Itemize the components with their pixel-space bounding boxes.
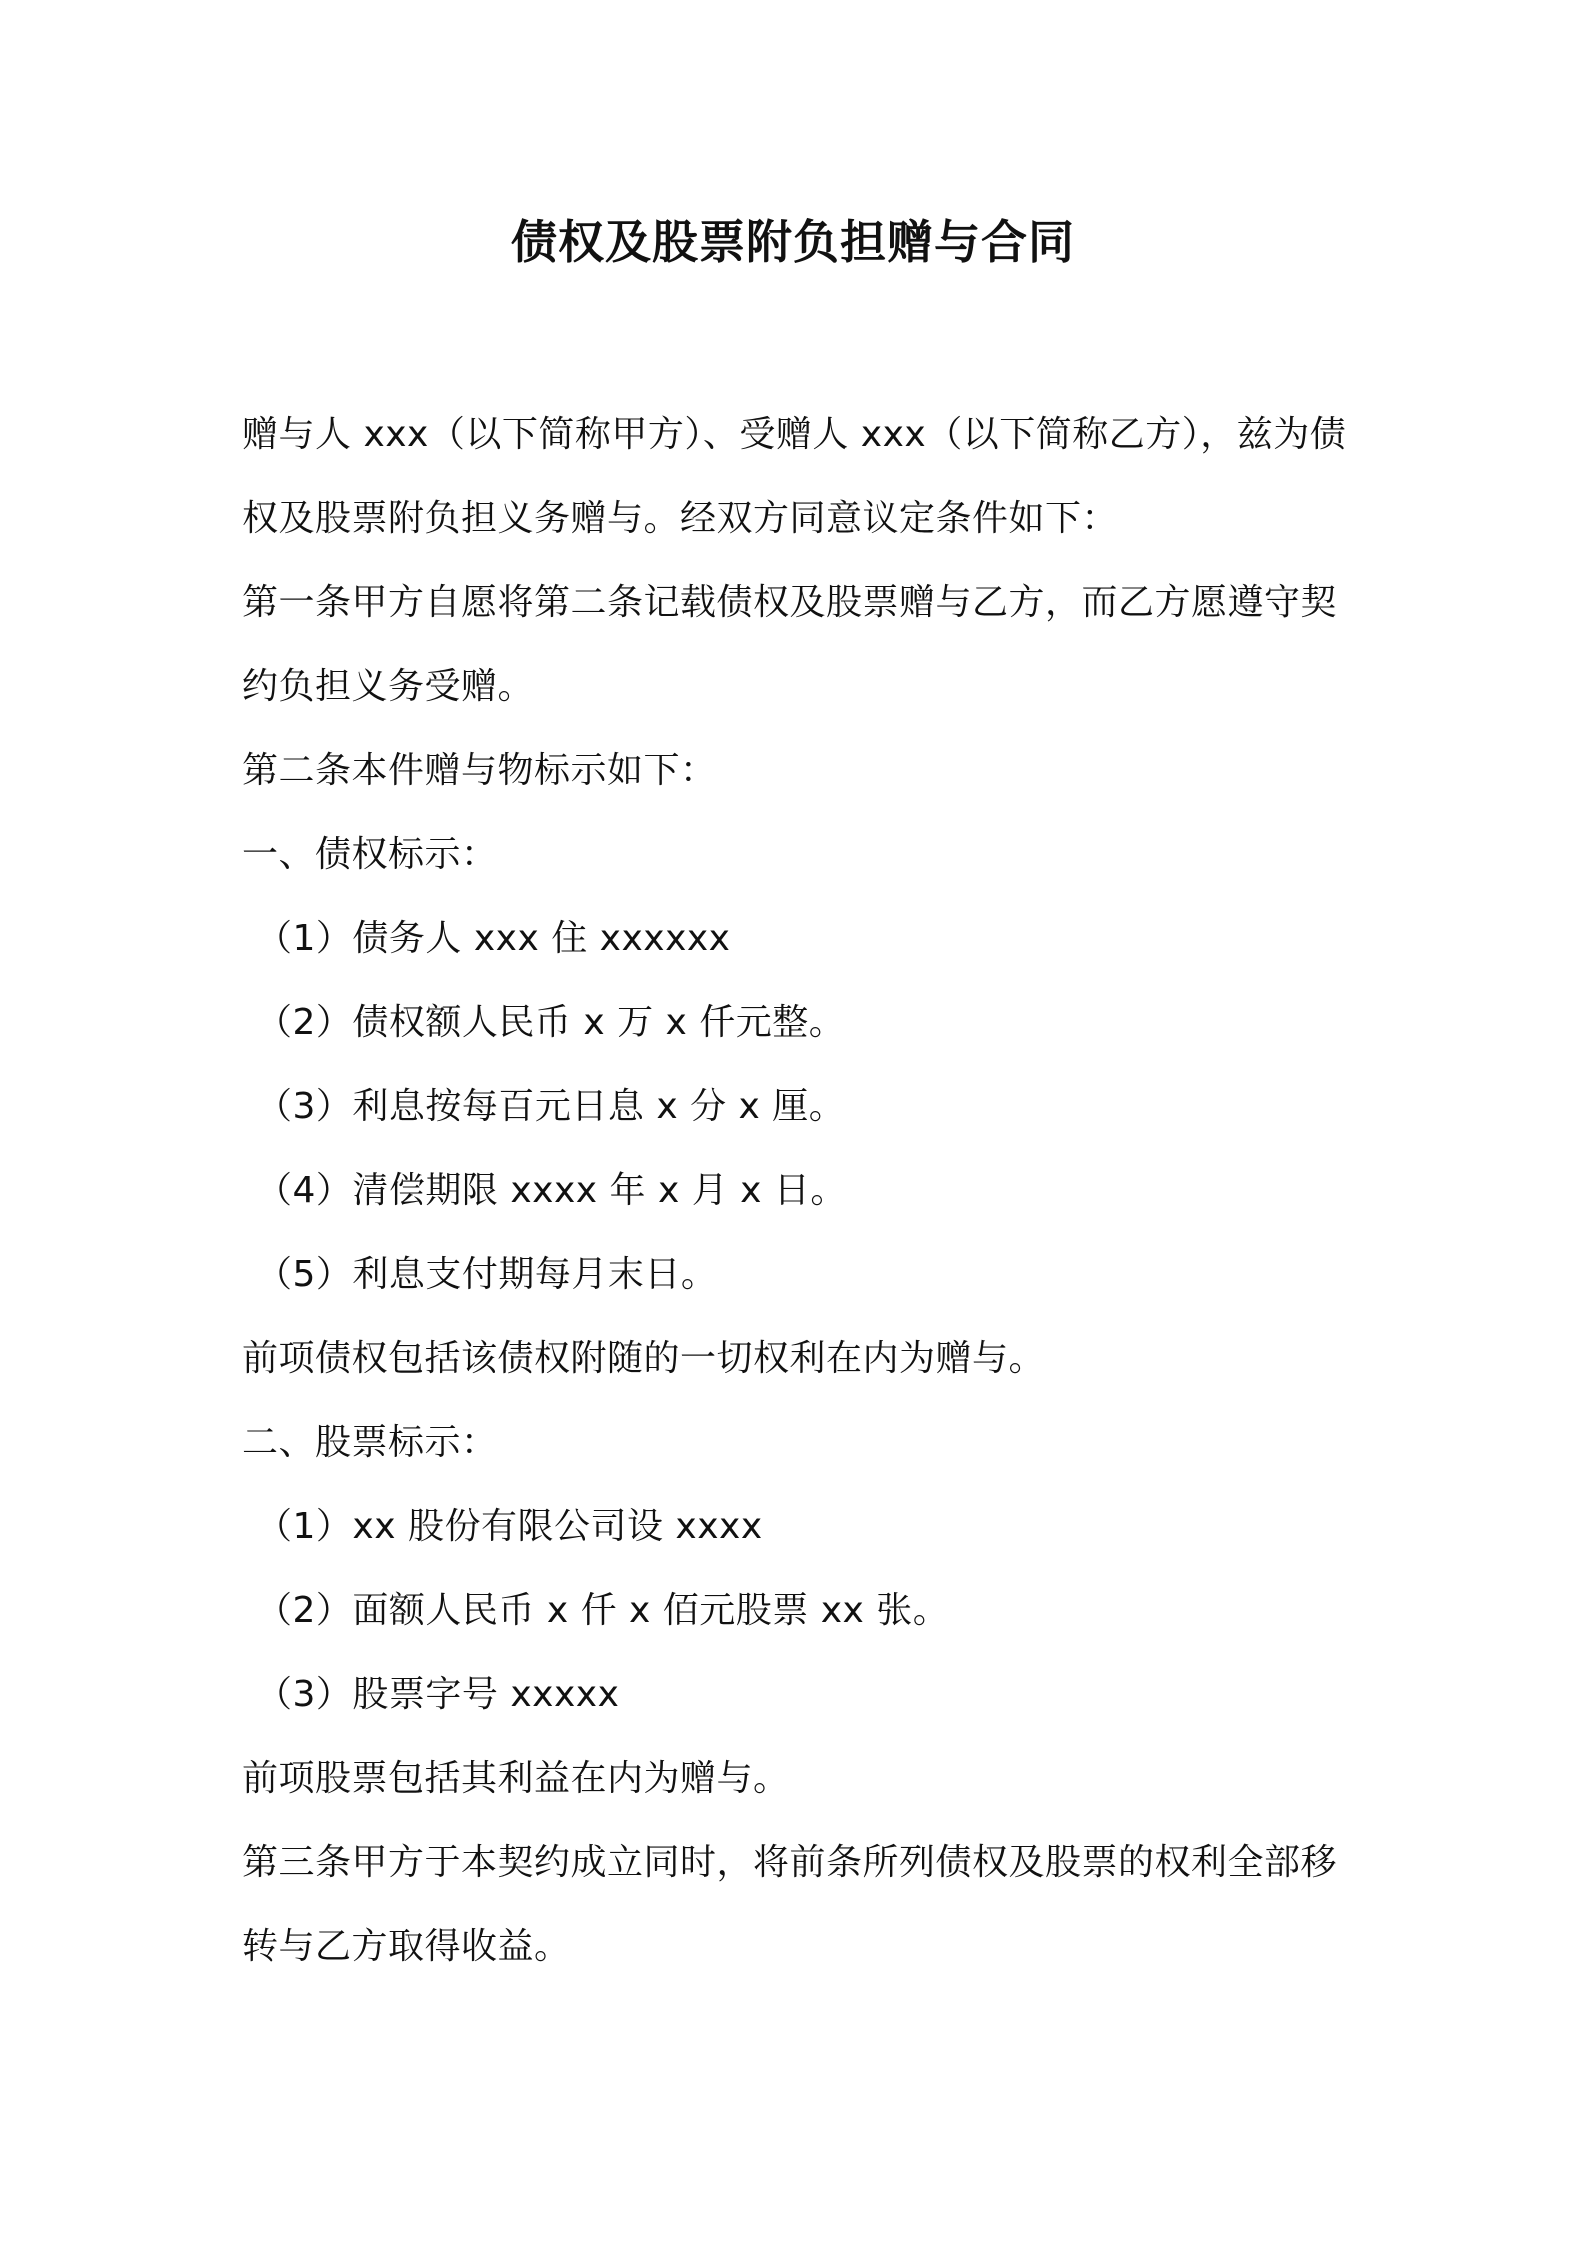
paragraph-line-intro-1: 赠与人 xxx（以下简称甲方）、受赠人 xxx（以下简称乙方），兹为债: [242, 414, 1347, 455]
section-heading-stock: 二、股票标示：: [242, 1422, 498, 1463]
list-item-debt-3: （3）利息按每百元日息 x 分 x 厘。: [256, 1086, 846, 1127]
paragraph-line-article1-2: 约负担义务受赠。: [242, 666, 535, 707]
paragraph-line-article2: 第二条本件赠与物标示如下：: [242, 750, 717, 791]
list-item-stock-1: （1）xx 股份有限公司设 xxxx: [256, 1506, 763, 1547]
list-item-debt-2: （2）债权额人民币 x 万 x 仟元整。: [256, 1002, 846, 1043]
paragraph-line-article3-2: 转与乙方取得收益。: [242, 1926, 571, 1967]
list-item-debt-4: （4）清偿期限 xxxx 年 x 月 x 日。: [256, 1170, 847, 1211]
list-item-debt-1: （1）债务人 xxx 住 xxxxxx: [256, 918, 731, 959]
paragraph-line-article3-1: 第三条甲方于本契约成立同时，将前条所列债权及股票的权利全部移: [242, 1842, 1338, 1883]
paragraph-line-debt-summary: 前项债权包括该债权附随的一切权利在内为赠与。: [242, 1338, 1046, 1379]
paragraph-line-article1-1: 第一条甲方自愿将第二条记载债权及股票赠与乙方，而乙方愿遵守契: [242, 582, 1338, 623]
list-item-stock-2: （2）面额人民币 x 仟 x 佰元股票 xx 张。: [256, 1590, 950, 1631]
paragraph-line-intro-2: 权及股票附负担义务赠与。经双方同意议定条件如下：: [242, 498, 1119, 539]
list-item-stock-3: （3）股票字号 xxxxx: [256, 1674, 620, 1715]
document-title: 债权及股票附负担赠与合同: [511, 215, 1075, 269]
section-heading-debt: 一、债权标示：: [242, 834, 498, 875]
paragraph-line-stock-summary: 前项股票包括其利益在内为赠与。: [242, 1758, 790, 1799]
list-item-debt-5: （5）利息支付期每月末日。: [256, 1254, 718, 1295]
